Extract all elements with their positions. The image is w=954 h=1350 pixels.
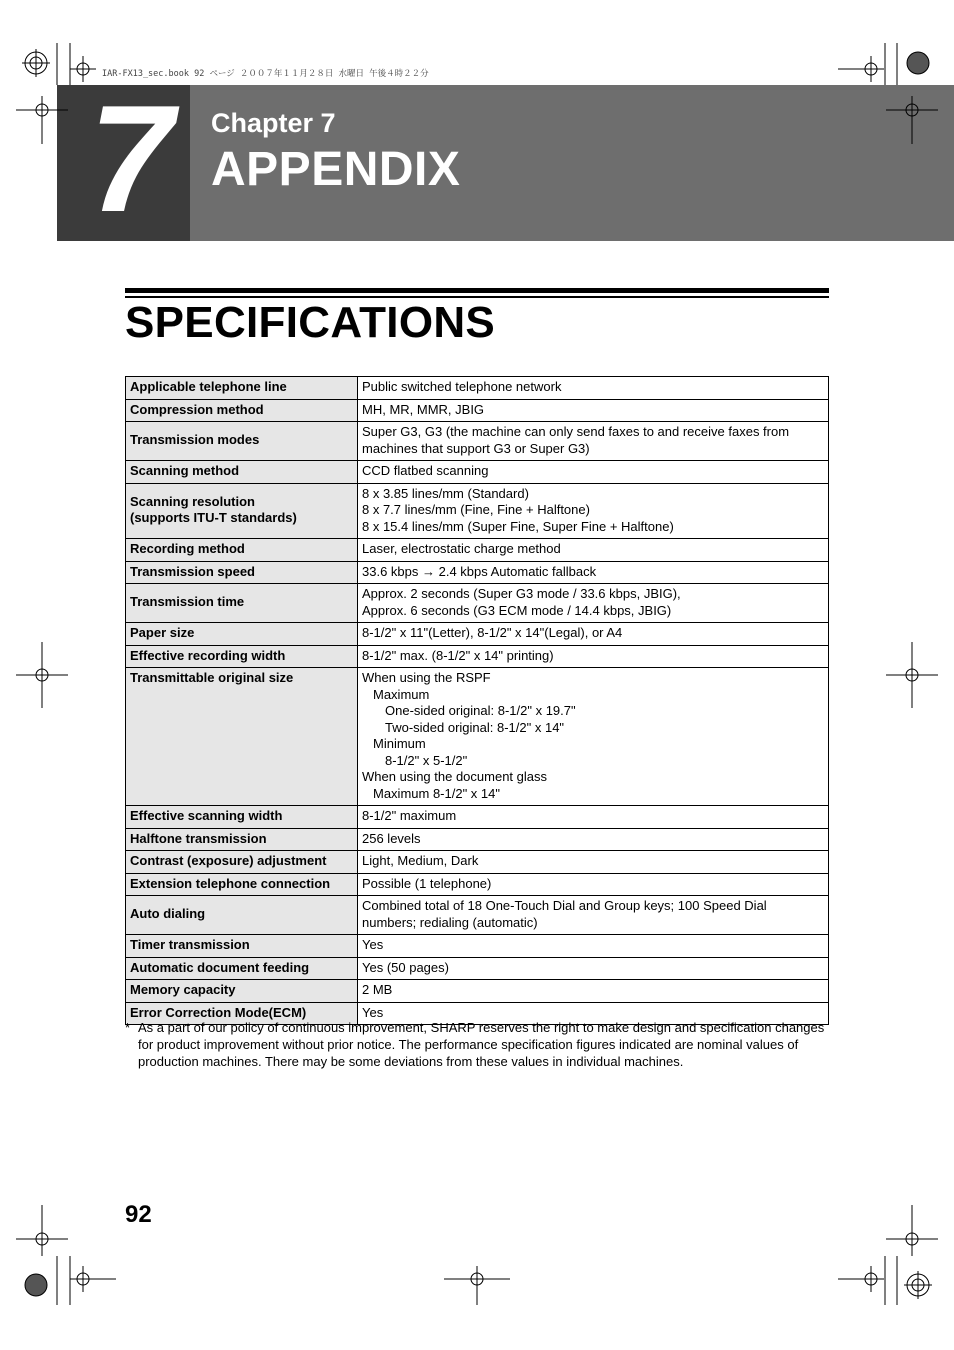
spec-key: [126, 399, 358, 422]
spec-value: [358, 896, 829, 935]
spec-row: [126, 851, 829, 874]
spec-value: [358, 935, 829, 958]
spec-value-line: MH, MR, MMR, JBIG: [362, 401, 485, 417]
spec-value-line: 8-1/2" maximum: [362, 808, 457, 823]
registration-mark-icon: [904, 1271, 932, 1299]
crosshair-mark-icon: [70, 1266, 116, 1292]
spec-value: [358, 873, 829, 896]
spec-row: [126, 873, 829, 896]
spec-value: [358, 561, 829, 584]
spec-key: [126, 645, 358, 668]
spec-value: [358, 483, 829, 539]
spec-value-line: When using the RSPF: [362, 670, 491, 685]
page-number: 92: [125, 1201, 152, 1228]
spec-row: [126, 483, 829, 539]
chapter-title: APPENDIX: [211, 143, 461, 196]
chapter-number: 7: [89, 85, 174, 241]
spec-key: [126, 561, 358, 584]
spec-value-line: Super G3, G3 (the machine can only send faxes to and receive faxes from machines that support G3 or Super G3): [362, 424, 790, 456]
spec-key-line: Effective scanning width: [130, 808, 283, 823]
spec-value: [358, 623, 829, 646]
spec-value-line: Public switched telephone network: [362, 379, 562, 394]
spec-value-line: 8-1/2" x 5-1/2": [385, 752, 468, 768]
spec-key-line: Transmission time: [130, 594, 245, 610]
spec-key: [126, 957, 358, 980]
spec-value: [358, 980, 829, 1003]
spec-key-line: Effective recording width: [130, 647, 286, 663]
spec-key-line: Applicable telephone line: [130, 379, 287, 394]
spec-row: [126, 377, 829, 400]
spec-row: [126, 957, 829, 980]
specifications-table: [125, 376, 829, 1025]
spec-value-line: 8-1/2" max. (8-1/2" x 14" printing): [362, 647, 554, 663]
spec-row: [126, 828, 829, 851]
spec-key-line: Transmission modes: [130, 432, 260, 448]
spec-key-line: Auto dialing: [130, 906, 206, 922]
crosshair-mark-icon: [886, 642, 938, 708]
spec-key-line: Timer transmission: [130, 937, 250, 952]
section-title: SPECIFICATIONS: [125, 298, 496, 347]
spec-row: [126, 539, 829, 562]
spec-row: [126, 461, 829, 484]
spec-value-line: One-sided original: 8-1/2" x 19.7": [385, 703, 576, 718]
spec-key-line: Paper size: [130, 625, 195, 640]
chapter-band: [57, 85, 954, 241]
crosshair-mark-icon: [838, 1266, 884, 1292]
spec-value-line: Approx. 2 seconds (Super G3 mode / 33.6 kbps, JBIG),: [362, 586, 681, 601]
spec-key: [126, 539, 358, 562]
chapter-label: Chapter 7: [211, 108, 336, 138]
spec-value: [358, 851, 829, 874]
footnote: [125, 1020, 835, 1070]
spec-value-line: Laser, electrostatic charge method: [362, 541, 561, 556]
spec-value-line: 2 MB: [362, 982, 393, 997]
spec-value: [358, 377, 829, 400]
spec-value: [358, 645, 829, 668]
spec-value-line: Light, Medium, Dark: [362, 853, 479, 868]
spec-key: [126, 873, 358, 896]
spec-value-line: Maximum 8-1/2" x 14": [373, 785, 500, 801]
spec-key-line: Compression method: [130, 401, 264, 417]
spec-row: [126, 806, 829, 829]
spec-key: [126, 935, 358, 958]
spec-key-line: Transmission speed: [130, 563, 255, 579]
spec-key-line: Contrast (exposure) adjustment: [130, 853, 327, 868]
crosshair-mark-icon: [886, 1205, 938, 1256]
spec-value-line: Minimum: [373, 736, 426, 751]
crosshair-mark-icon: [444, 1266, 510, 1305]
spec-key: [126, 896, 358, 935]
spec-row: [126, 935, 829, 958]
spec-key-line: (supports ITU-T standards): [130, 510, 297, 526]
spec-row: [126, 399, 829, 422]
spec-value: [358, 539, 829, 562]
spec-value-line: Yes (50 pages): [362, 959, 449, 975]
spec-key-line: Extension telephone connection: [130, 875, 331, 891]
spec-value: [358, 668, 829, 806]
crosshair-mark-icon: [70, 56, 96, 82]
spec-key: [126, 483, 358, 539]
spec-value-line: Possible (1 telephone): [362, 875, 492, 891]
crosshair-mark-icon: [16, 1205, 68, 1256]
spec-key-line: Error Correction Mode(ECM): [130, 1004, 307, 1020]
spec-key-line: Recording method: [130, 541, 245, 556]
spec-value: [358, 584, 829, 623]
spec-key: [126, 461, 358, 484]
spec-row: [126, 896, 829, 935]
registration-mark-icon: [22, 49, 50, 77]
spec-value: [358, 422, 829, 461]
spec-value: [358, 957, 829, 980]
spec-value-line: CCD flatbed scanning: [362, 463, 489, 478]
spec-key-line: Halftone transmission: [130, 830, 267, 846]
spec-value-line: Approx. 6 seconds (G3 ECM mode / 14.4 kbps, JBIG): [362, 602, 672, 618]
spec-value-line: 8 x 3.85 lines/mm (Standard): [362, 485, 529, 501]
spec-value-line: 33.6 kbps → 2.4 kbps Automatic fallback: [362, 563, 597, 579]
spec-value-line: 8-1/2" x 11"(Letter), 8-1/2" x 14"(Legal), or A4: [362, 625, 623, 640]
spec-value-line: 8 x 15.4 lines/mm (Super Fine, Super Fine + Halftone): [362, 518, 674, 534]
print-header: IAR-FX13_sec.book 92 ページ ２００７年１１月２８日 水曜日 午後４時２２分: [102, 69, 429, 79]
spec-key: [126, 422, 358, 461]
spec-key-line: Automatic document feeding: [130, 959, 310, 975]
footnote-marker: *: [125, 1020, 131, 1035]
spec-row: [126, 422, 829, 461]
spec-key: [126, 623, 358, 646]
spec-key: [126, 668, 358, 806]
spec-value-line: When using the document glass: [362, 769, 547, 784]
chapter-number-box: [57, 85, 190, 241]
spec-value-line: 256 levels: [362, 830, 421, 846]
spec-row: [126, 668, 829, 806]
spec-row: [126, 623, 829, 646]
spec-key: [126, 828, 358, 851]
spec-key: [126, 584, 358, 623]
section-rule-thick: [125, 288, 829, 293]
spec-key: [126, 806, 358, 829]
spec-key: [126, 377, 358, 400]
registration-mark-icon: [907, 52, 929, 74]
spec-value: [358, 828, 829, 851]
spec-value: [358, 399, 829, 422]
spec-value: [358, 461, 829, 484]
spec-value-line: Yes: [362, 937, 384, 952]
spec-row: [126, 980, 829, 1003]
spec-key-line: Scanning resolution: [130, 493, 255, 509]
crosshair-mark-icon: [16, 642, 68, 708]
spec-key-line: Memory capacity: [130, 982, 236, 997]
spec-row: [126, 584, 829, 623]
spec-value-line: Two-sided original: 8-1/2" x 14": [385, 719, 565, 735]
spec-key: [126, 851, 358, 874]
spec-row: [126, 561, 829, 584]
crosshair-mark-icon: [838, 56, 884, 82]
spec-key-line: Scanning method: [130, 463, 240, 478]
footnote-text: As a part of our policy of continuous improvement, SHARP reserves the right to make design and specification changes for product improvement without prior notice. The performance specification figures indicated are nominal values of production machines. There may be some deviations from these values in individual machines.: [138, 1020, 825, 1069]
spec-key-line: Transmittable original size: [130, 670, 294, 685]
spec-value-line: Maximum: [373, 686, 430, 702]
spec-value: [358, 806, 829, 829]
spec-value-line: Combined total of 18 One-Touch Dial and Group keys; 100 Speed Dial numbers; redialing (automatic): [362, 898, 767, 930]
spec-row: [126, 645, 829, 668]
spec-value-line: Yes: [362, 1004, 384, 1020]
specifications-table-body: [126, 377, 829, 1025]
spec-key: [126, 980, 358, 1003]
spec-value-line: 8 x 7.7 lines/mm (Fine, Fine + Halftone): [362, 502, 590, 517]
registration-mark-icon: [25, 1274, 47, 1296]
